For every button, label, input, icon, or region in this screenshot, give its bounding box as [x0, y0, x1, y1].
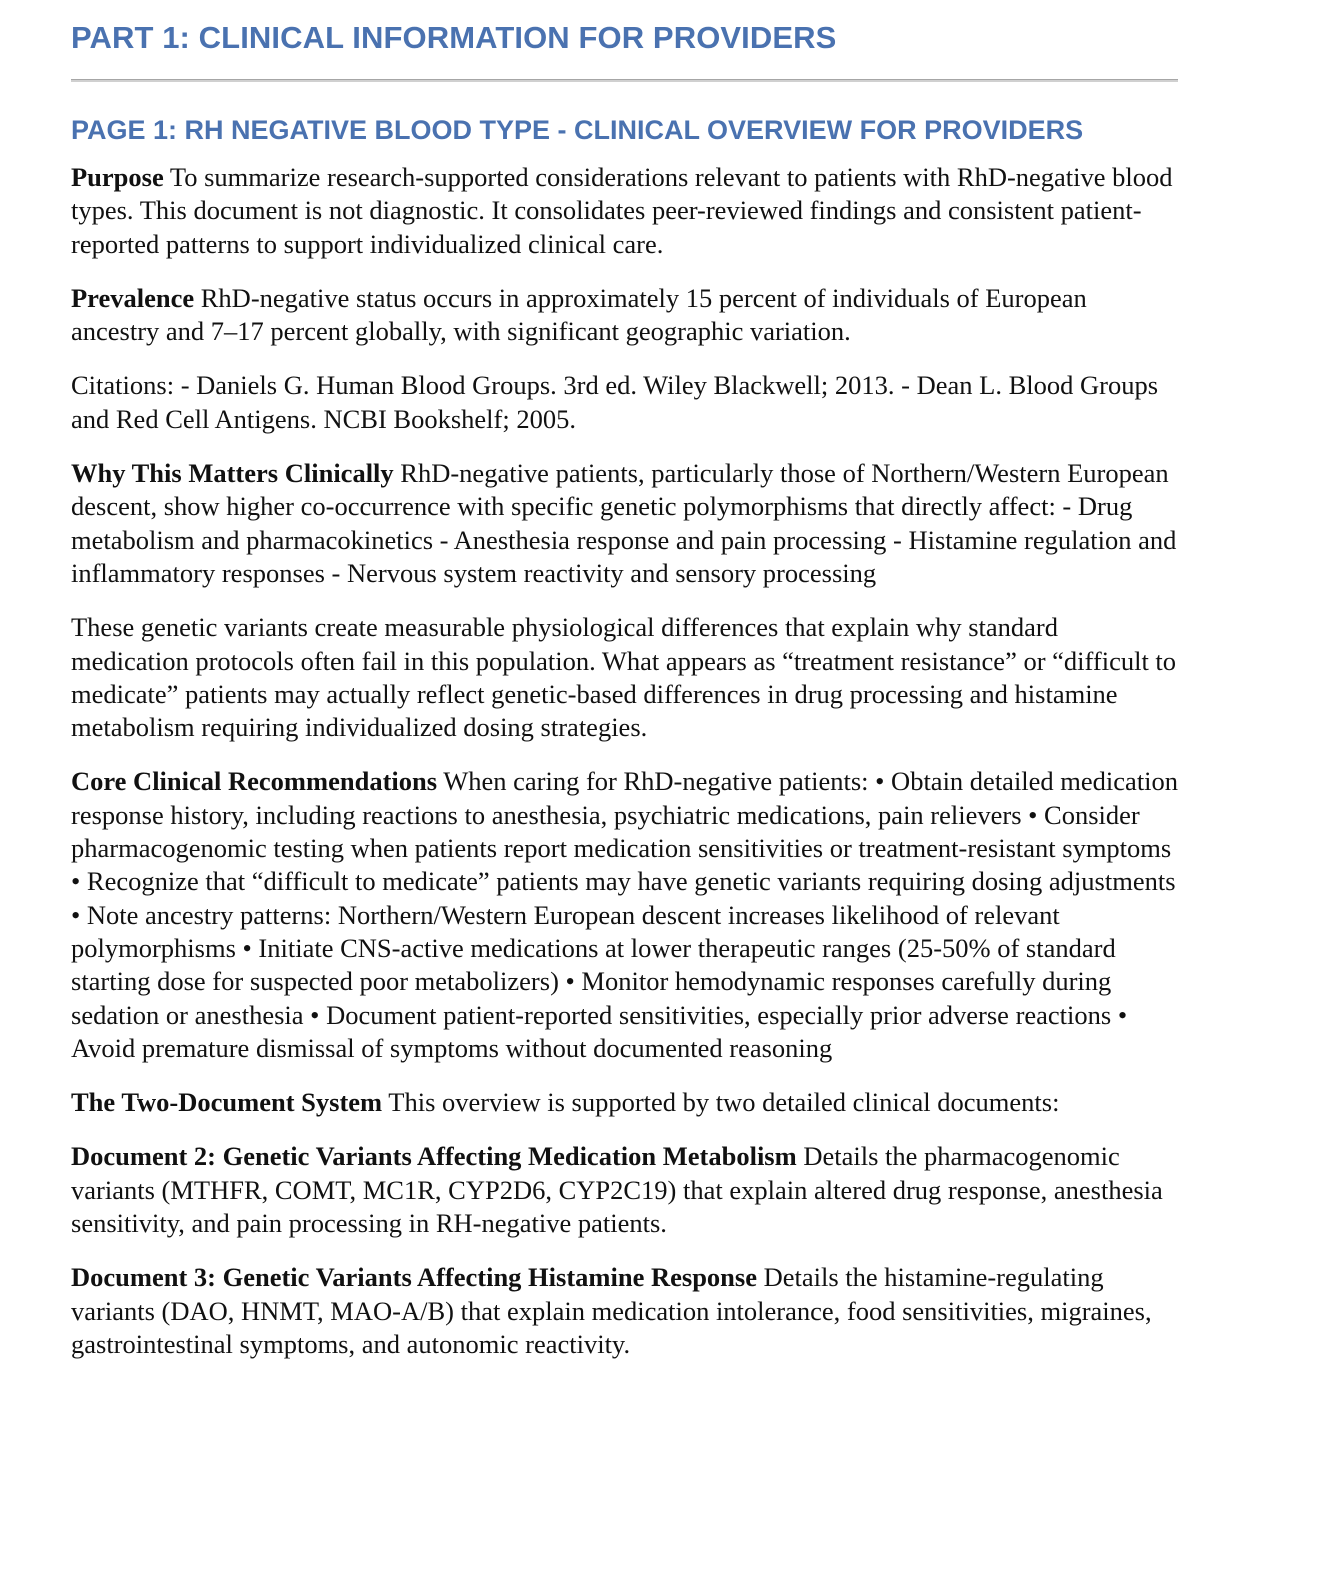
document-2-paragraph	[71, 1140, 1181, 1240]
purpose-paragraph	[71, 161, 1181, 261]
core-recommendations-text: When caring for RhD-negative patients: • Obtain detailed medication response history, including reactions to anesthesia, psychiatric medications, pain relievers • Consider pharmacogenomic testing when patients report medication sensitivities or treatment-resistant symptoms • Recognize that “difficult to medicate” patients may have genetic variants requiring dosing adjustments • Note ancestry patterns: Northern/Western European descent increases likelihood of relevant polymorphisms • Initiate CNS-active medications at lower therapeutic ranges (25-50% of standard starting dose for suspected poor metabolizers) • Monitor hemodynamic responses carefully during sedation or anesthesia • Document patient-reported sensitivities, especially prior adverse reactions • Avoid premature dismissal of symptoms without documented reasoning	[71, 766, 1179, 1063]
prevalence-text: RhD-negative status occurs in approximately 15 percent of individuals of European ancestry and 7–17 percent globally, with significant geographic variation.	[71, 282, 1087, 347]
two-document-heading: The Two-Document System	[71, 1087, 383, 1118]
document-3-heading: Document 3: Genetic Variants Affecting Histamine Response	[71, 1262, 757, 1293]
prevalence-heading: Prevalence	[71, 282, 195, 313]
document-page	[71, 0, 1181, 1361]
citations-paragraph	[71, 369, 1181, 436]
document-2-text: Details the pharmacogenomic variants (MTHFR, COMT, MC1R, CYP2D6, CYP2C19) that explain altered drug response, anesthesia sensitivity, and pain processing in RH-negative patients.	[71, 1141, 1163, 1239]
two-document-paragraph	[71, 1086, 1181, 1119]
citations-text: Citations: - Daniels G. Human Blood Groups. 3rd ed. Wiley Blackwell; 2013. - Dean L. Blood Groups and Red Cell Antigens. NCBI Bookshelf; 2005.	[71, 370, 1159, 434]
why-matters-paragraph	[71, 457, 1181, 590]
variants-text: These genetic variants create measurable physiological differences that explain why standard medication protocols often fail in this population. What appears as “treatment resistance” or “difficult to medicate” patients may actually reflect genetic-based differences in drug processing and histamine metabolism requiring individualized dosing strategies.	[71, 612, 1177, 743]
purpose-text: To summarize research-supported considerations relevant to patients with RhD-negative blood types. This document is not diagnostic. It consolidates peer-reviewed findings and consistent patient-reported patterns to support individualized clinical care.	[71, 162, 1173, 259]
page-title: PAGE 1: RH NEGATIVE BLOOD TYPE - CLINICAL OVERVIEW FOR PROVIDERS	[71, 115, 1084, 145]
document-3-paragraph	[71, 1261, 1181, 1361]
core-recommendations-paragraph	[71, 765, 1181, 1065]
why-matters-text: RhD-negative patients, particularly those of Northern/Western European descent, show higher co-occurrence with specific genetic polymorphisms that directly affect: - Drug metabolism and pharmacokinetics - Anesthesia response and pain processing - Histamine regulation and inflammatory responses - Nervous system reactivity and sensory processing	[71, 458, 1177, 588]
why-matters-heading: Why This Matters Clinically	[71, 458, 394, 489]
variants-paragraph	[71, 611, 1181, 744]
document-3-text: Details the histamine-regulating variants (DAO, HNMT, MAO-A/B) that explain medication intolerance, food sensitivities, migraines, gastrointestinal symptoms, and autonomic reactivity.	[71, 1262, 1152, 1359]
horizontal-divider	[71, 79, 1178, 82]
two-document-text: This overview is supported by two detailed clinical documents:	[382, 1087, 1060, 1118]
part-title: PART 1: CLINICAL INFORMATION FOR PROVIDERS	[71, 20, 837, 55]
document-2-heading: Document 2: Genetic Variants Affecting Medication Metabolism	[71, 1141, 797, 1172]
core-recommendations-heading: Core Clinical Recommendations	[71, 766, 438, 797]
purpose-heading: Purpose	[71, 162, 164, 192]
prevalence-paragraph	[71, 282, 1181, 349]
